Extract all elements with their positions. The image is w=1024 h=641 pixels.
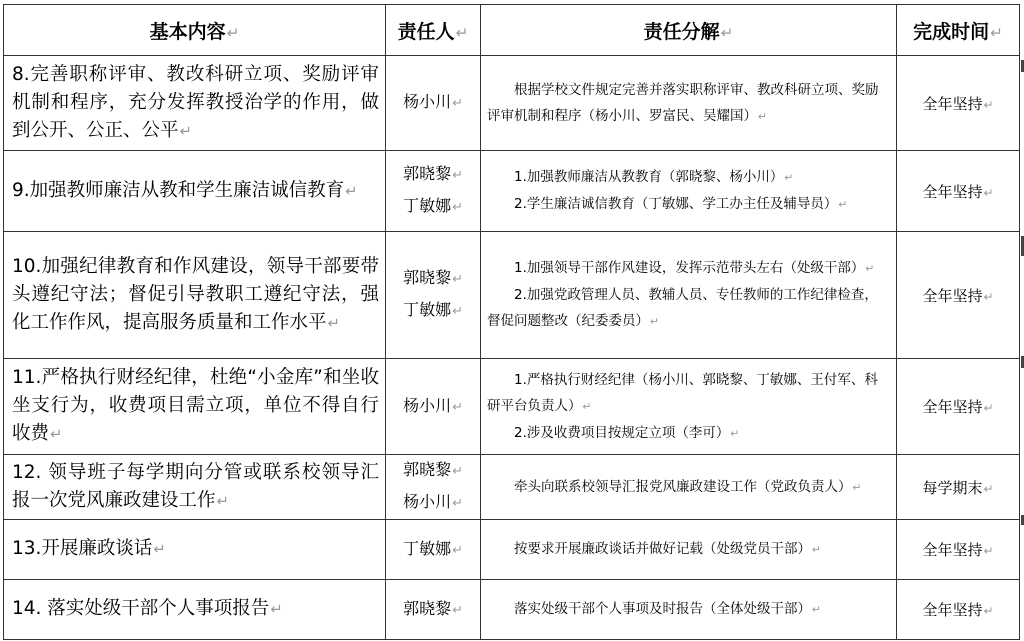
paragraph-mark: ↵ bbox=[452, 168, 463, 183]
row-time: 全年坚持↵ bbox=[897, 520, 1020, 580]
detail-line: 根据学校文件规定完善并落实职称评审、教改科研立项、奖励评审机制和程序（杨小川、罗富民、吴耀国）↵ bbox=[487, 81, 879, 124]
paragraph-mark: ↵ bbox=[50, 426, 63, 443]
row-content: 8.完善职称评审、教改科研立项、奖励评审机制和程序，充分发挥教授治学的作用，做到公开、公正、公平↵ bbox=[4, 56, 386, 151]
row-time: 全年坚持↵ bbox=[897, 232, 1020, 359]
paragraph-mark: ↵ bbox=[730, 426, 740, 440]
row-details bbox=[481, 151, 897, 232]
responsibility-table bbox=[3, 4, 1020, 640]
row-content: 14. 落实处级干部个人事项报告↵ bbox=[4, 580, 386, 640]
row-details bbox=[481, 455, 897, 520]
header-person: 责任人↵ bbox=[386, 5, 481, 56]
row-persons bbox=[386, 359, 481, 455]
paragraph-mark: ↵ bbox=[179, 122, 192, 140]
row-persons bbox=[386, 56, 481, 151]
row-content: 11.严格执行财经纪律，杜绝“小金库”和坐收坐支行为，收费项目需立项，单位不得自行收费↵ bbox=[4, 359, 386, 455]
paragraph-mark: ↵ bbox=[226, 23, 240, 42]
header-detail: 责任分解↵ bbox=[481, 5, 897, 56]
row-persons bbox=[386, 232, 481, 359]
row-persons bbox=[386, 455, 481, 520]
paragraph-mark: ↵ bbox=[153, 541, 166, 558]
paragraph-mark: ↵ bbox=[452, 96, 463, 111]
paragraph-mark: ↵ bbox=[720, 23, 734, 42]
row-persons bbox=[386, 151, 481, 232]
paragraph-mark: ↵ bbox=[990, 23, 1003, 42]
paragraph-mark: ↵ bbox=[452, 272, 463, 287]
paragraph-mark: ↵ bbox=[983, 97, 994, 112]
detail-line: 1.严格执行财经纪律（杨小川、郭晓黎、丁敏娜、王付军、科研平台负责人）↵ bbox=[487, 371, 878, 414]
paragraph-mark: ↵ bbox=[650, 315, 660, 328]
paragraph-mark: ↵ bbox=[865, 262, 875, 275]
paragraph-mark: ↵ bbox=[983, 481, 994, 496]
detail-line: 按要求开展廉政谈话并做好记载（处级党员干部）↵ bbox=[514, 541, 822, 557]
person-name: 杨小川↵ bbox=[403, 92, 463, 111]
paragraph-mark: ↵ bbox=[452, 542, 463, 558]
row-time: 全年坚持↵ bbox=[897, 56, 1020, 151]
person-name: 郭晓黎↵ bbox=[403, 164, 463, 183]
paragraph-mark: ↵ bbox=[452, 496, 463, 511]
person-name: 丁敏娜↵ bbox=[403, 196, 463, 215]
paragraph-mark: ↵ bbox=[582, 399, 592, 413]
person-name: 丁敏娜↵ bbox=[403, 538, 463, 558]
table-row bbox=[4, 359, 1020, 455]
paragraph-mark: ↵ bbox=[455, 23, 469, 42]
row-content: 12. 领导班子每学期向分管或联系校领导汇报一次党风廉政建设工作↵ bbox=[4, 455, 386, 520]
row-time: 每学期末↵ bbox=[897, 455, 1020, 520]
paragraph-mark: ↵ bbox=[784, 171, 794, 184]
row-time: 全年坚持↵ bbox=[897, 151, 1020, 232]
paragraph-mark: ↵ bbox=[216, 492, 229, 510]
paragraph-mark: ↵ bbox=[812, 543, 822, 556]
header-time: 完成时间↵ bbox=[897, 5, 1020, 56]
table-row bbox=[4, 232, 1020, 359]
person-name: 杨小川↵ bbox=[403, 395, 463, 415]
paragraph-mark: ↵ bbox=[452, 200, 463, 215]
paragraph-mark: ↵ bbox=[838, 198, 848, 211]
person-name: 郭晓黎↵ bbox=[403, 460, 463, 479]
paragraph-mark: ↵ bbox=[812, 603, 822, 616]
paragraph-mark: ↵ bbox=[983, 544, 994, 558]
table-row bbox=[4, 151, 1020, 232]
paragraph-mark: ↵ bbox=[983, 185, 994, 200]
detail-line: 2.加强党政管理人员、教辅人员、专任教师的工作纪律检查，督促问题整改（纪委委员）↵ bbox=[487, 287, 878, 329]
table-row bbox=[4, 56, 1020, 151]
row-details bbox=[481, 520, 897, 580]
detail-line: 牵头向联系校领导汇报党风廉政建设工作（党政负责人）↵ bbox=[514, 478, 862, 495]
paragraph-mark: ↵ bbox=[983, 604, 994, 618]
detail-line: 1.加强教师廉洁从教教育（郭晓黎、杨小川）↵ bbox=[514, 169, 794, 185]
person-name: 丁敏娜↵ bbox=[403, 300, 463, 319]
detail-line: 1.加强领导干部作风建设，发挥示范带头左右（处级干部）↵ bbox=[514, 260, 875, 276]
person-name: 郭晓黎↵ bbox=[403, 268, 463, 287]
detail-line: 2.学生廉洁诚信教育（丁敏娜、学工办主任及辅导员）↵ bbox=[514, 196, 848, 212]
paragraph-mark: ↵ bbox=[327, 314, 340, 332]
paragraph-mark: ↵ bbox=[345, 182, 358, 200]
row-details bbox=[481, 232, 897, 359]
paragraph-mark: ↵ bbox=[452, 399, 463, 415]
row-content: 9.加强教师廉洁从教和学生廉洁诚信教育↵ bbox=[4, 151, 386, 232]
row-content: 13.开展廉政谈话↵ bbox=[4, 520, 386, 580]
person-name: 杨小川↵ bbox=[403, 492, 463, 511]
table-row bbox=[4, 580, 1020, 640]
paragraph-mark: ↵ bbox=[452, 464, 463, 479]
paragraph-mark: ↵ bbox=[983, 401, 994, 415]
detail-line: 落实处级干部个人事项及时报告（全体处级干部）↵ bbox=[514, 601, 822, 617]
header-content: 基本内容↵ bbox=[4, 5, 386, 56]
paragraph-mark: ↵ bbox=[758, 109, 768, 123]
row-details bbox=[481, 580, 897, 640]
paragraph-mark: ↵ bbox=[983, 289, 994, 304]
paragraph-mark: ↵ bbox=[852, 480, 862, 494]
table-row bbox=[4, 520, 1020, 580]
person-name: 郭晓黎↵ bbox=[403, 598, 463, 618]
row-content: 10.加强纪律教育和作风建设，领导干部要带头遵纪守法；督促引导教职工遵纪守法，强化工作作风，提高服务质量和工作水平↵ bbox=[4, 232, 386, 359]
row-details bbox=[481, 56, 897, 151]
row-time: 全年坚持↵ bbox=[897, 580, 1020, 640]
header-row bbox=[4, 5, 1020, 56]
row-time: 全年坚持↵ bbox=[897, 359, 1020, 455]
paragraph-mark: ↵ bbox=[452, 304, 463, 319]
table-row bbox=[4, 455, 1020, 520]
row-details bbox=[481, 359, 897, 455]
detail-line: 2.涉及收费项目按规定立项（李可）↵ bbox=[514, 424, 740, 441]
row-persons bbox=[386, 580, 481, 640]
row-persons bbox=[386, 520, 481, 580]
paragraph-mark: ↵ bbox=[270, 601, 283, 618]
paragraph-mark: ↵ bbox=[452, 602, 463, 618]
